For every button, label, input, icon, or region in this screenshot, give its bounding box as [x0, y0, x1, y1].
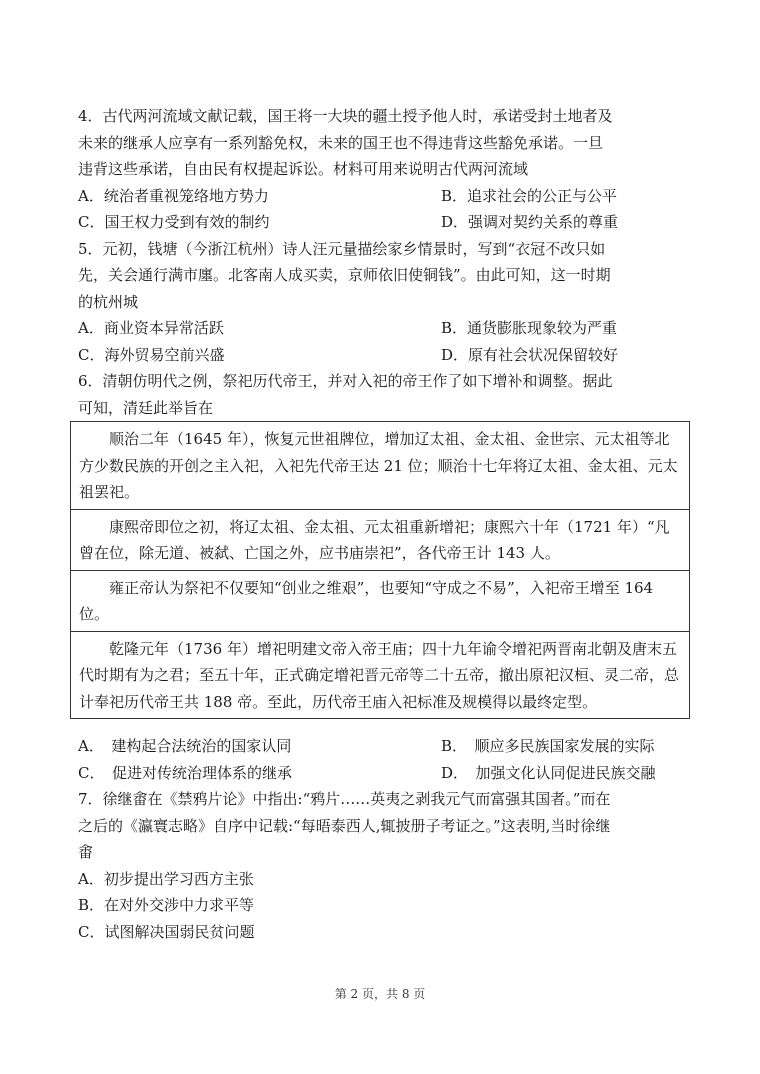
- question-stem-line: 5．元初，钱塘（今浙江杭州）诗人汪元量描绘家乡情景时，写到“衣冠不改只如: [78, 239, 606, 258]
- question-stem-line: 6．清朝仿明代之例，祭祀历代帝王，并对入祀的帝王作了如下增补和调整。据此: [78, 372, 613, 390]
- question-6: [78, 368, 690, 786]
- question-stem-line: 可知，清廷此举旨在: [78, 398, 214, 417]
- option-a: A． 建构起合法统治的国家认同: [78, 737, 292, 755]
- material-text: 康熙帝即位之初，将辽太祖、金太祖、元太祖重新增祀；康熙六十年（1721 年）“凡曾在位，除无道、被弑、亡国之外，应书庙崇祀”，各代帝王计 143 人。: [79, 517, 670, 562]
- table-cell: [71, 631, 690, 719]
- option-c: C．海外贸易空前兴盛: [78, 345, 225, 364]
- table-row: [71, 422, 690, 510]
- question-stem-line: 先，关会通行满市廛。北客南人成买卖，京师依旧使铜钱”。由此可知，这一时期: [78, 266, 611, 284]
- question-stem-line: 7．徐继畬在《禁鸦片论》中指出:“鸦片……英夷之剥我元气而富强其国者。”而在: [78, 790, 611, 808]
- page-number: 第 2 页，共 8 页: [334, 987, 426, 1001]
- question-stem-line: 之后的《瀛寰志略》自序中记载:“每晤泰西人,辄披册子考证之。”这表明,当时徐继: [78, 816, 611, 835]
- option-row: [78, 315, 690, 342]
- question-stem-line: 未来的继承人应享有一系列豁免权，未来的国王也不得违背这些豁免承诺。一旦: [78, 133, 604, 152]
- option-d: D． 加强文化认同促进民族交融: [441, 763, 656, 782]
- option-b: B． 顺应多民族国家发展的实际: [441, 737, 655, 755]
- option-c: C．试图解决国弱民贫问题: [78, 922, 255, 941]
- question-stem-line: 4．古代两河流域文献记载，国王将一大块的疆土授予他人时，承诺受封土地者及: [78, 107, 613, 125]
- option-row: [78, 342, 690, 369]
- option-c: C． 促进对传统治理体系的继承: [78, 763, 292, 782]
- option-row: [78, 733, 690, 760]
- question-stem-line: 违背这些承诺，自由民有权提起诉讼。材料可用来说明古代两河流域: [78, 160, 529, 178]
- option-row: [78, 760, 690, 787]
- question-5: [78, 236, 690, 369]
- option-b: B．通货膨胀现象较为严重: [441, 319, 618, 337]
- option-a: A．统治者重视笼络地方势力: [78, 186, 269, 205]
- option-row: [78, 183, 690, 210]
- option-d: D．原有社会状况保留较好: [441, 345, 619, 364]
- option-c: C．国王权力受到有效的制约: [78, 213, 270, 231]
- question-stem-line: 的杭州城: [78, 292, 139, 311]
- material-text: 乾隆元年（1736 年）增祀明建文帝入帝王庙；四十九年谕令增祀两晋南北朝及唐末五代时期有为之君；至五十年，正式确定增祀晋元帝等二十五帝，撤出原祀汉桓、灵二帝，总计奉祀历代帝王共 188 帝。至此，历代帝王庙入祀标准及规模得以最终定型。: [79, 639, 680, 711]
- option-row: [78, 209, 690, 236]
- option-a: A．初步提出学习西方主张: [78, 869, 254, 888]
- table-cell: [71, 509, 690, 570]
- material-table: [70, 421, 690, 719]
- table-cell: [71, 422, 690, 510]
- option-b: B．在对外交涉中力求平等: [78, 896, 255, 914]
- table-cell: [71, 570, 690, 631]
- question-4: [78, 103, 690, 236]
- table-row: [71, 631, 690, 719]
- page-content: [78, 103, 690, 945]
- spacer: [78, 719, 690, 733]
- option-d: D．强调对契约关系的尊重: [441, 213, 619, 231]
- table-row: [71, 570, 690, 631]
- question-7: [78, 786, 690, 945]
- option-b: B．追求社会的公正与公平: [441, 186, 618, 205]
- material-text: 顺治二年（1645 年），恢复元世祖牌位，增加辽太祖、金太祖、金世宗、元太祖等北方少数民族的开创之主入祀，入祀先代帝王达 21 位；顺治十七年将辽太祖、金太祖、元太祖罢祀。: [79, 430, 678, 501]
- option-a: A．商业资本异常活跃: [78, 319, 224, 337]
- question-stem-line: 畬: [78, 843, 94, 861]
- table-row: [71, 509, 690, 570]
- material-text: 雍正帝认为祭祀不仅要知“创业之维艰”，也要知“守成之不易”，入祀帝王增至 164 位。: [79, 578, 654, 623]
